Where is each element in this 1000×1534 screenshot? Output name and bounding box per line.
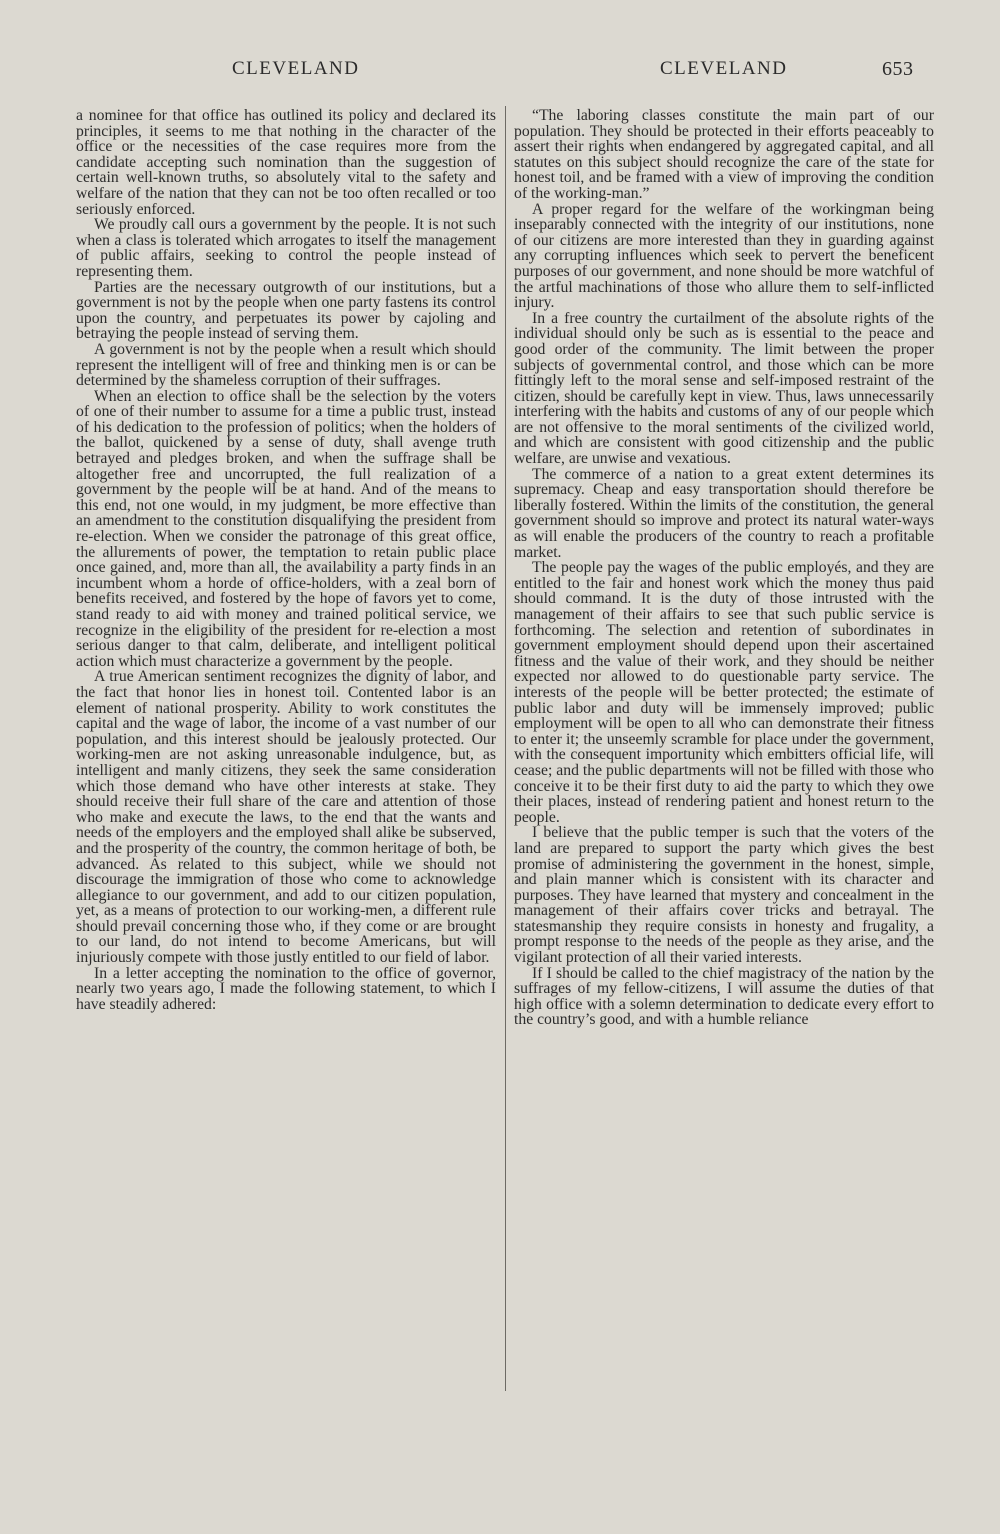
paragraph: A government is not by the people when a result which should represent the intelligent will of free and thinking men is or can be determined by the shameless corruption of their suffrages. bbox=[76, 340, 496, 390]
paragraph: “The laboring classes constitute the main part of our population. They should be protected in their efforts peaceably to assert their rights when endangered by aggregated capital, and all statutes on this subject should recognize the care of the state for honest toil, and be framed with a view of improving the condition of the working-man.” bbox=[514, 107, 934, 202]
paragraph: We proudly call ours a government by the people. It is not such when a class is tolerated which arrogates to itself the management of public affairs, seeking to control the people instead of representing them. bbox=[76, 216, 496, 280]
paragraph: In a free country the curtailment of the absolute rights of the individual should only be such as is essential to the peace and good order of the community. The limit between the proper subjects of governmental control, and those which can be more fittingly left to the moral sense and self-imposed restraint of the citizen, should be carefully kept in view. Thus, laws unnecessarily interfering with the habits and customs of any of our people which are not offensive to the moral sentiments of the civilized world, and which are consistent with good citizenship and the public welfare, are unwise and vexatious. bbox=[514, 309, 934, 468]
paragraph: A proper regard for the welfare of the workingman being inseparably connected with the integrity of our institutions, none of our citizens are more interested than they in guarding against any corrupting influences which seek to pervert the beneficent purposes of our government, and none should be more watchful of the artful machinations of those who allure them to self-inflicted injury. bbox=[514, 200, 934, 312]
paragraph: In a letter accepting the nomination to the office of governor, nearly two years ago, I made the following statement, to which I have steadily adhered: bbox=[76, 964, 496, 1013]
paragraph: A true American sentiment recognizes the dignity of labor, and the fact that honor lies in honest toil. Contented labor is an element of national prosperity. Ability to work constitutes the capital and the wage of labor, the income of a vast number of our population, and this interest should be jealously protected. Our working-men are not asking unreasonable indulgence, but, as intelligent and manly citizens, they seek the same consideration which those demand who have other interests at stake. They should receive their full share of the care and attention of those who make and execute the laws, to the end that the wants and needs of the employers and the employed shall alike be subserved, and the prosperity of the country, the common heritage of both, be advanced. As related to this subject, while we should not discourage the immigration of those who come to acknowledge allegiance to our government, and add to our citizen population, yet, as a means of protection to our working-men, a different rule should prevail concerning those who, if they come or are brought to our land, do not intend to become Americans, but will injuriously compete with those justly entitled to our field of labor. bbox=[76, 668, 496, 967]
paragraph: Parties are the necessary outgrowth of our institutions, but a government is not by the people when one party fastens its control upon the country, and perpetuates its power by cajoling and betraying the people instead of serving them. bbox=[76, 278, 496, 343]
paragraph: The people pay the wages of the public employés, and they are entitled to the fair and honest work which the money thus paid should command. It is the duty of those intrusted with the management of their affairs to see that such public service is forthcoming. The selection and retention of subordinates in government employment should depend upon their ascertained fitness and the value of their work, and they should be neither expected nor allowed to do questionable party service. The interests of the people will be better protected; the estimate of public labor and duty will be immensely improved; public employment will be open to all who can demonstrate their fitness to enter it; the unseemly scramble for place under the government, with the consequent importunity which embitters official life, will cease; and the public departments will not be filled with those who conceive it to be their first duty to aid the party to which they owe their places, instead of rendering patient and honest return to the people. bbox=[514, 559, 934, 826]
left-running-title: CLEVELAND bbox=[232, 58, 360, 79]
paragraph: a nominee for that office has outlined its policy and declared its principles, it seems to me that nothing in the character of the office or the necessities of the case requires more from the candidate accepting such nomination than the suggestion of certain well-known truths, so absolutely vital to the safety and welfare of the nation that they can not be too often recalled or too seriously enforced. bbox=[76, 107, 496, 218]
page-number: 653 bbox=[882, 58, 914, 80]
right-column bbox=[514, 108, 934, 1028]
paragraph: If I should be called to the chief magistracy of the nation by the suffrages of my fellow-citizens, I will assume the duties of that high office with a solemn determination to dedicate every effort to the country’s good, and with a humble reliance bbox=[514, 964, 934, 1029]
right-running-title: CLEVELAND bbox=[660, 58, 788, 79]
paragraph: I believe that the public temper is such that the voters of the land are prepared to support the party which gives the best promise of administering the government in the honest, simple, and plain manner which is consistent with its character and purposes. They have learned that mystery and concealment in the management of their affairs cover tricks and betrayal. The statesmanship they require consists in honesty and frugality, a prompt response to the needs of the people as they arise, and the vigilant protection of all their varied interests. bbox=[514, 824, 934, 967]
left-column bbox=[76, 108, 496, 1012]
paragraph: When an election to office shall be the selection by the voters of one of their number to assume for a time a public trust, instead of his dedication to the profession of politics; when the holders of the ballot, quickened by a sense of duty, shall avenge truth betrayed and pledges broken, and when the suffrage shall be altogether free and uncorrupted, the full realization of a government by the people will be at hand. And of the means to this end, not one would, in my judgment, be more effective than an amendment to the constitution disqualifying the president from re-election. When we consider the patronage of this great office, the allurements of power, the temptation to retain public place once gained, and, more than all, the availability a party finds in an incumbent whom a horde of office-holders, with a zeal born of benefits received, and fostered by the hope of favors yet to come, stand ready to aid with money and trained political service, we recognize in the eligibility of the president for re-election a most serious danger to that calm, deliberate, and intelligent political action which must characterize a government by the people. bbox=[76, 387, 496, 670]
running-header bbox=[0, 58, 1000, 88]
paragraph: The commerce of a nation to a great extent determines its supremacy. Cheap and easy transportation should therefore be liberally fostered. Within the limits of the constitution, the general government should so improve and protect its natural water-ways as will enable the producers of the country to reach a profitable market. bbox=[514, 465, 934, 561]
column-divider bbox=[505, 106, 506, 1391]
